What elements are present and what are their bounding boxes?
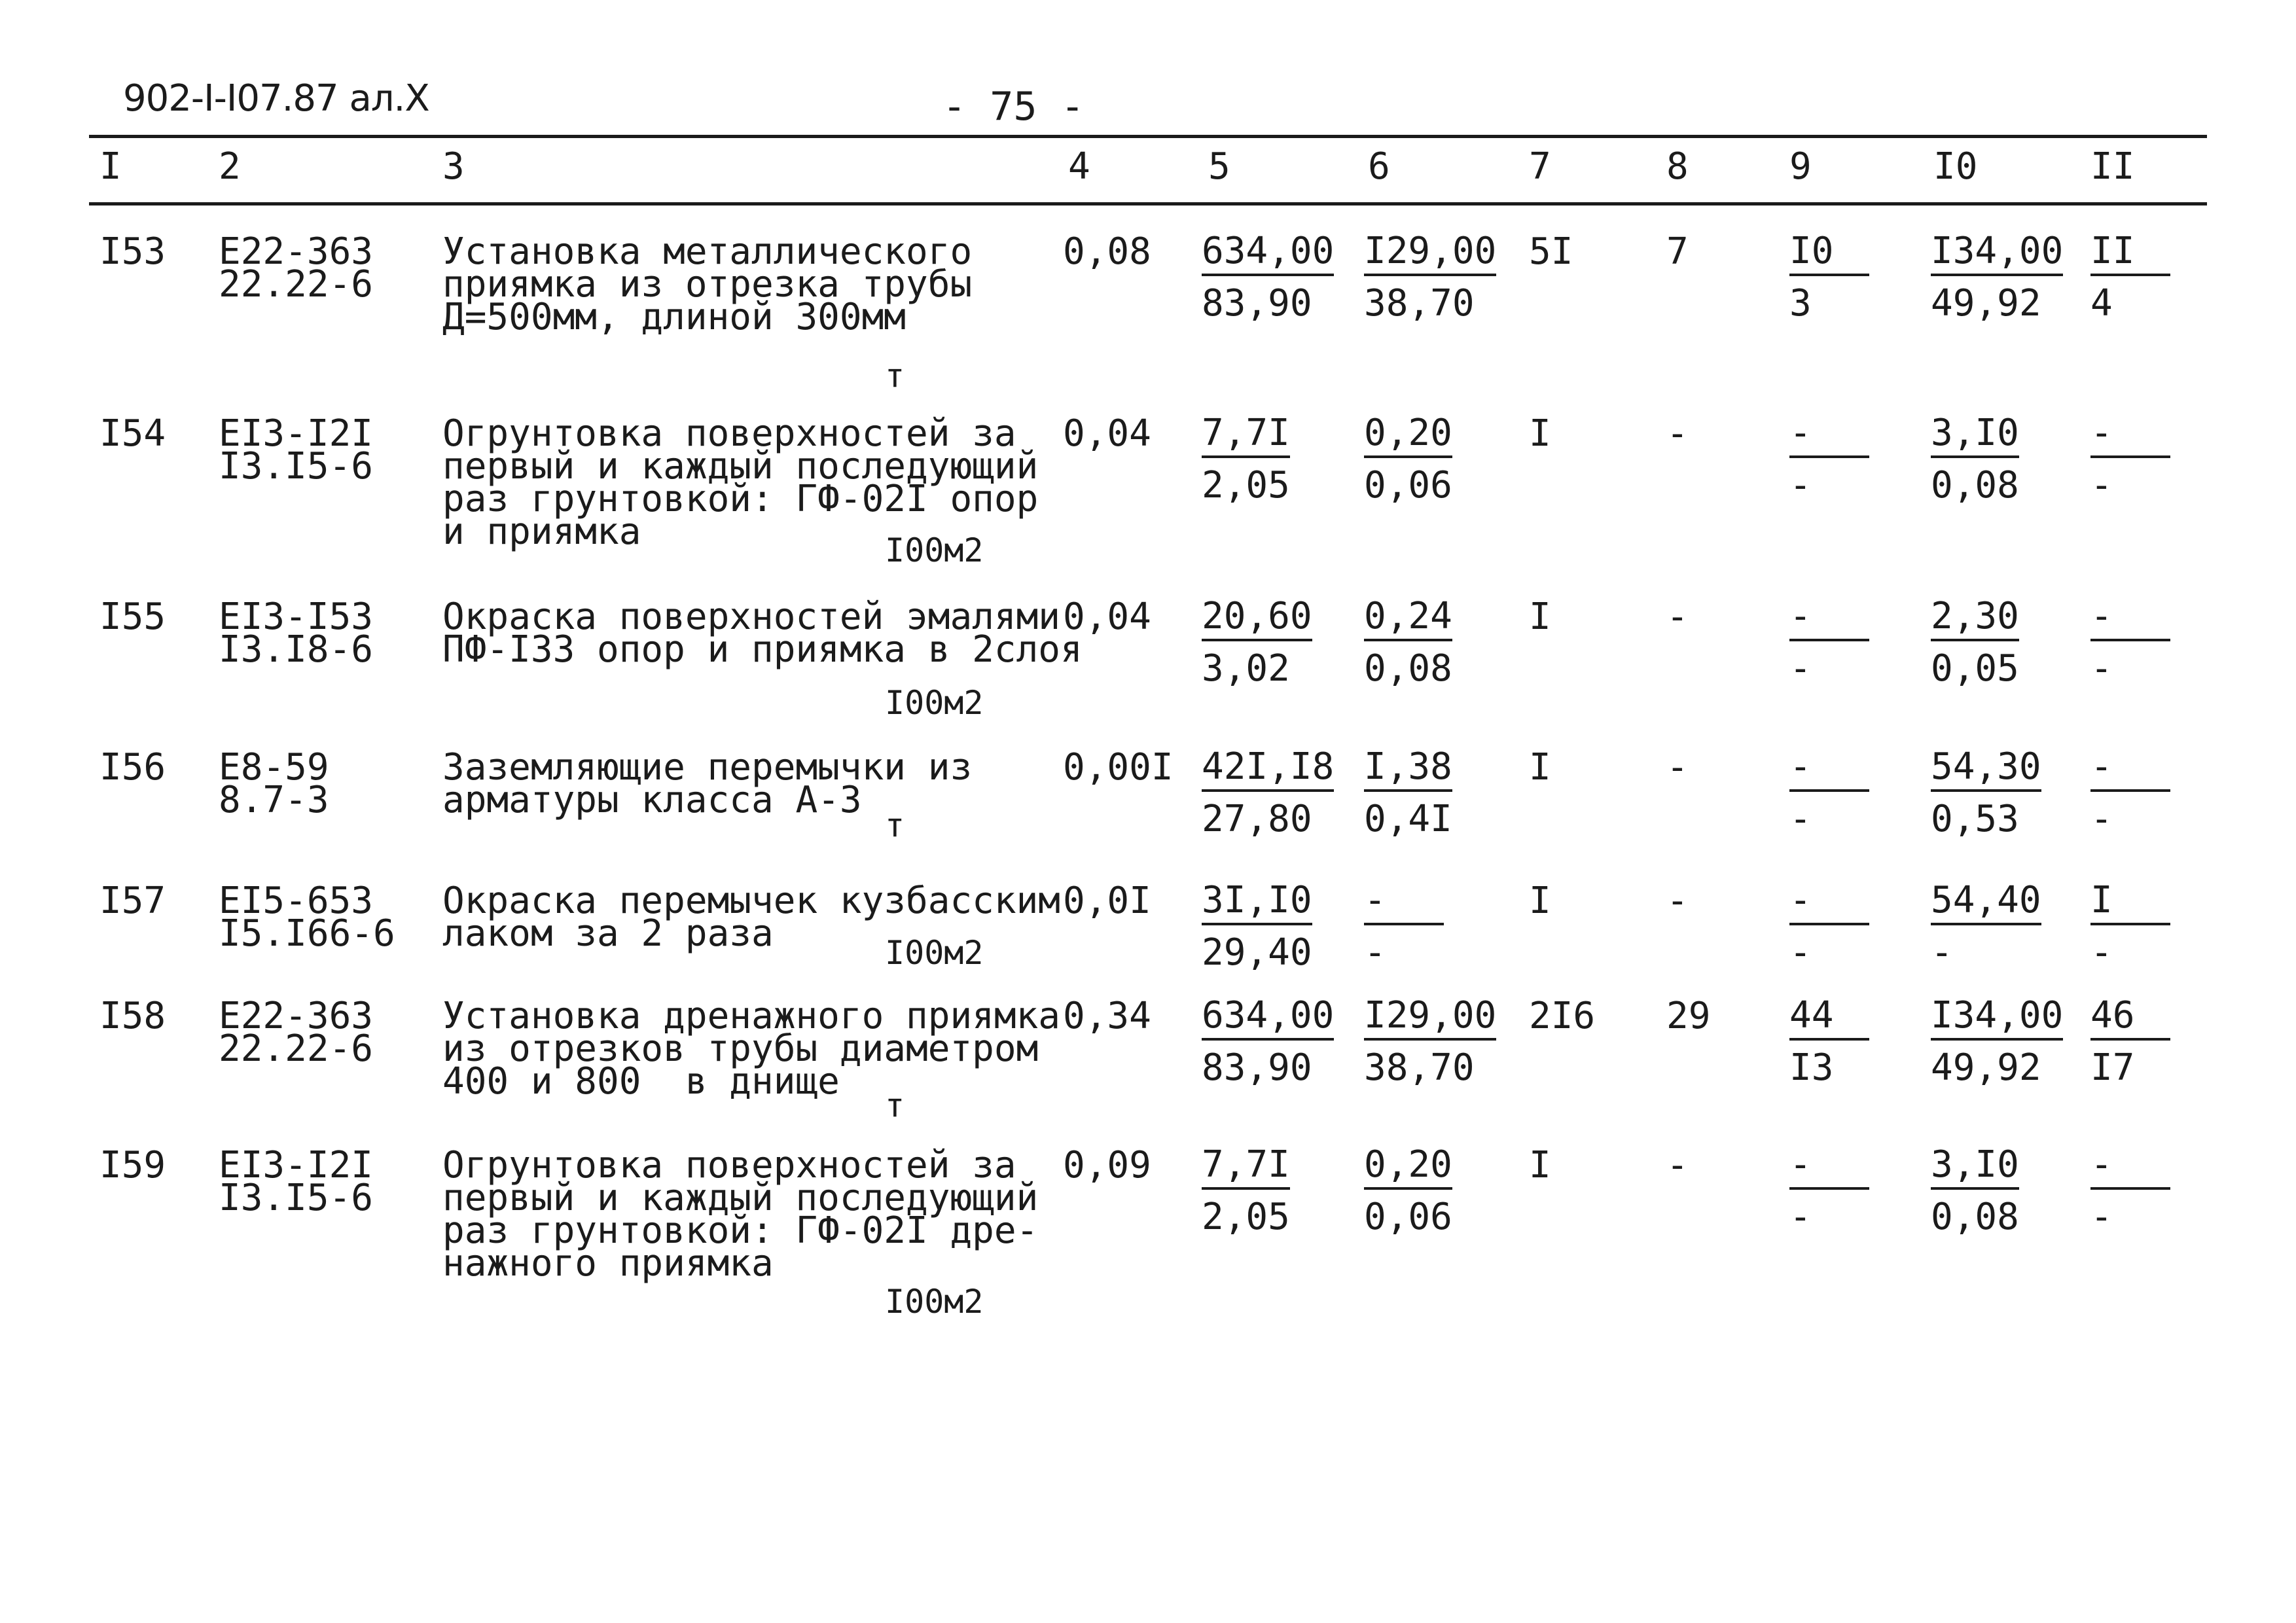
row-number: I58: [99, 995, 166, 1037]
value-col-7: 5I: [1529, 230, 1573, 273]
fraction-denominator: I7: [2090, 1046, 2135, 1089]
measure-unit: I00м2: [885, 531, 984, 569]
fraction-denominator: 3,02: [1202, 647, 1290, 690]
fraction-denominator: 0,08: [1931, 464, 2019, 507]
fraction-cell-c9: [1789, 412, 1869, 507]
column-header-6: 6: [1368, 145, 1390, 188]
measure-unit: I00м2: [885, 684, 984, 722]
quantity: 0,34: [1063, 995, 1151, 1037]
column-header-2: 2: [219, 145, 241, 188]
column-header-7: 7: [1529, 145, 1551, 188]
fraction-numerator: 46: [2090, 997, 2170, 1041]
fraction-cell-c6: [1364, 412, 1452, 507]
column-header-9: 9: [1789, 145, 1812, 188]
work-description: Заземляющие перемычки из арматуры класса А-3: [442, 746, 973, 821]
row-number: I57: [99, 880, 166, 922]
fraction-denominator: 38,70: [1364, 282, 1475, 325]
fraction-cell-c11: [2090, 412, 2170, 507]
column-header-8: 8: [1666, 145, 1689, 188]
fraction-cell-c9: [1789, 230, 1869, 325]
fraction-numerator: -: [1789, 1147, 1869, 1190]
value-col-8: -: [1666, 412, 1689, 455]
fraction-cell-c5: [1202, 230, 1335, 325]
fraction-denominator: 2,05: [1202, 464, 1290, 507]
fraction-numerator: 7,7I: [1202, 415, 1290, 458]
value-col-8: -: [1666, 1144, 1689, 1186]
column-header-4: 4: [1068, 145, 1090, 188]
fraction-numerator: -: [1789, 598, 1869, 641]
fraction-denominator: -: [1364, 931, 1386, 974]
document-code: 902-I-I07.87 ал.X: [123, 77, 429, 120]
measure-unit: I00м2: [885, 1283, 984, 1321]
fraction-denominator: -: [1931, 931, 1953, 974]
fraction-denominator: 0,05: [1931, 647, 2019, 690]
fraction-denominator: -: [1789, 464, 1812, 507]
row-number: I53: [99, 230, 166, 273]
value-col-7: I: [1529, 746, 1551, 789]
fraction-numerator: 3I,I0: [1202, 882, 1312, 925]
fraction-denominator: -: [2090, 647, 2113, 690]
fraction-numerator: 54,40: [1931, 882, 2041, 925]
value-col-7: I: [1529, 1144, 1551, 1186]
fraction-cell-c6: [1364, 879, 1444, 974]
value-col-7: 2I6: [1529, 995, 1596, 1037]
fraction-denominator: 27,80: [1202, 798, 1312, 840]
quantity: 0,09: [1063, 1144, 1151, 1186]
fraction-cell-c6: [1364, 230, 1497, 325]
fraction-denominator: 38,70: [1364, 1046, 1475, 1089]
fraction-numerator: 634,00: [1202, 233, 1334, 276]
fraction-numerator: I29,00: [1364, 233, 1496, 276]
fraction-numerator: I0: [1789, 233, 1869, 276]
norm-code: E22-363 22.22-6: [219, 995, 374, 1070]
value-col-7: I: [1529, 596, 1551, 638]
row-number: I55: [99, 596, 166, 638]
fraction-cell-c5: [1202, 879, 1312, 974]
fraction-numerator: -: [1789, 415, 1869, 458]
value-col-7: I: [1529, 880, 1551, 922]
fraction-cell-c6: [1364, 994, 1497, 1089]
fraction-numerator: I,38: [1364, 749, 1452, 792]
value-col-7: I: [1529, 412, 1551, 455]
fraction-numerator: -: [1789, 749, 1869, 792]
fraction-cell-c9: [1789, 879, 1869, 974]
quantity: 0,04: [1063, 412, 1151, 455]
fraction-numerator: 20,60: [1202, 598, 1312, 641]
column-header-11: II: [2090, 145, 2135, 188]
fraction-cell-c9: [1789, 745, 1869, 840]
work-description: Окраска перемычек кузбасским лаком за 2 раза: [442, 880, 1061, 955]
fraction-numerator: I: [2090, 882, 2170, 925]
measure-unit: т: [885, 357, 905, 395]
fraction-cell-c11: [2090, 994, 2170, 1089]
fraction-denominator: 49,92: [1931, 282, 2041, 325]
measure-unit: т: [885, 806, 905, 844]
row-number: I56: [99, 746, 166, 789]
fraction-denominator: -: [1789, 647, 1812, 690]
fraction-cell-c5: [1202, 595, 1312, 690]
fraction-denominator: -: [2090, 931, 2113, 974]
fraction-cell-c10: [1931, 879, 2041, 974]
value-col-8: -: [1666, 746, 1689, 789]
value-col-8: 7: [1666, 230, 1689, 273]
table-top-rule: [89, 135, 2207, 138]
quantity: 0,00I: [1063, 746, 1174, 789]
row-number: I59: [99, 1144, 166, 1186]
fraction-numerator: 0,24: [1364, 598, 1452, 641]
fraction-numerator: -: [2090, 1147, 2170, 1190]
work-description: Окраска поверхностей эмалями ПФ-I33 опор и приямка в 2слоя: [442, 596, 1083, 671]
fraction-cell-c9: [1789, 595, 1869, 690]
fraction-numerator: 54,30: [1931, 749, 2041, 792]
fraction-cell-c5: [1202, 745, 1335, 840]
quantity: 0,04: [1063, 596, 1151, 638]
fraction-denominator: 0,53: [1931, 798, 2019, 840]
norm-code: EI3-I53 I3.I8-6: [219, 596, 374, 671]
fraction-denominator: -: [2090, 798, 2113, 840]
fraction-cell-c11: [2090, 879, 2170, 974]
measure-unit: I00м2: [885, 934, 984, 972]
fraction-denominator: -: [2090, 1196, 2113, 1238]
fraction-cell-c5: [1202, 994, 1335, 1089]
fraction-denominator: 2,05: [1202, 1196, 1290, 1238]
fraction-cell-c10: [1931, 595, 2019, 690]
fraction-cell-c6: [1364, 1143, 1452, 1238]
quantity: 0,08: [1063, 230, 1151, 273]
work-description: Установка металлического приямка из отрезка трубы Д=500мм, длиной 300мм: [442, 230, 973, 338]
fraction-cell-c9: [1789, 1143, 1869, 1238]
fraction-numerator: -: [1364, 882, 1444, 925]
fraction-denominator: -: [2090, 464, 2113, 507]
fraction-cell-c6: [1364, 745, 1452, 840]
fraction-denominator: -: [1789, 1196, 1812, 1238]
fraction-cell-c5: [1202, 1143, 1290, 1238]
column-header-3: 3: [442, 145, 465, 188]
fraction-cell-c11: [2090, 1143, 2170, 1238]
fraction-numerator: 3,I0: [1931, 1147, 2019, 1190]
fraction-cell-c6: [1364, 595, 1452, 690]
fraction-numerator: 44: [1789, 997, 1869, 1041]
table-header-rule: [89, 202, 2207, 205]
fraction-numerator: 2,30: [1931, 598, 2019, 641]
fraction-denominator: 49,92: [1931, 1046, 2041, 1089]
fraction-cell-c11: [2090, 230, 2170, 325]
fraction-cell-c11: [2090, 745, 2170, 840]
fraction-cell-c10: [1931, 1143, 2019, 1238]
value-col-8: -: [1666, 596, 1689, 638]
fraction-denominator: 83,90: [1202, 282, 1312, 325]
fraction-numerator: 42I,I8: [1202, 749, 1334, 792]
fraction-denominator: 4: [2090, 282, 2113, 325]
fraction-numerator: 3,I0: [1931, 415, 2019, 458]
norm-code: EI3-I2I I3.I5-6: [219, 1144, 374, 1219]
fraction-denominator: I3: [1789, 1046, 1834, 1089]
row-number: I54: [99, 412, 166, 455]
work-description: Огрунтовка поверхностей за первый и каждый последующий раз грунтовкой: ГФ-02I дре- нажного приямка: [442, 1144, 1039, 1285]
fraction-denominator: 0,08: [1364, 647, 1452, 690]
fraction-cell-c10: [1931, 230, 2064, 325]
fraction-denominator: 0,06: [1364, 1196, 1452, 1238]
fraction-cell-c5: [1202, 412, 1290, 507]
norm-code: EI3-I2I I3.I5-6: [219, 412, 374, 488]
work-description: Огрунтовка поверхностей за первый и каждый последующий раз грунтовкой: ГФ-02I опор и приямка: [442, 412, 1039, 553]
fraction-numerator: II: [2090, 233, 2170, 276]
column-header-1: I: [99, 145, 122, 188]
fraction-numerator: 0,20: [1364, 415, 1452, 458]
work-description: Установка дренажного приямка из отрезков трубы диаметром 400 и 800 в днище: [442, 995, 1061, 1103]
fraction-numerator: I29,00: [1364, 997, 1496, 1041]
fraction-numerator: 7,7I: [1202, 1147, 1290, 1190]
fraction-cell-c11: [2090, 595, 2170, 690]
value-col-8: 29: [1666, 995, 1711, 1037]
fraction-numerator: 0,20: [1364, 1147, 1452, 1190]
fraction-cell-c10: [1931, 412, 2019, 507]
fraction-denominator: 3: [1789, 282, 1812, 325]
fraction-numerator: -: [1789, 882, 1869, 925]
fraction-numerator: -: [2090, 415, 2170, 458]
fraction-numerator: I34,00: [1931, 233, 2063, 276]
fraction-denominator: -: [1789, 931, 1812, 974]
norm-code: E22-363 22.22-6: [219, 230, 374, 306]
fraction-denominator: 83,90: [1202, 1046, 1312, 1089]
column-header-10: I0: [1933, 145, 1978, 188]
fraction-denominator: 0,06: [1364, 464, 1452, 507]
fraction-numerator: -: [2090, 598, 2170, 641]
fraction-cell-c10: [1931, 745, 2041, 840]
fraction-denominator: 0,4I: [1364, 798, 1452, 840]
fraction-numerator: I34,00: [1931, 997, 2063, 1041]
value-col-8: -: [1666, 880, 1689, 922]
norm-code: E8-59 8.7-3: [219, 746, 329, 821]
column-header-5: 5: [1208, 145, 1230, 188]
fraction-denominator: 0,08: [1931, 1196, 2019, 1238]
page-number: - 75 -: [942, 84, 1085, 130]
fraction-denominator: 29,40: [1202, 931, 1312, 974]
fraction-numerator: 634,00: [1202, 997, 1334, 1041]
fraction-numerator: -: [2090, 749, 2170, 792]
norm-code: EI5-653 I5.I66-6: [219, 880, 395, 955]
fraction-denominator: -: [1789, 798, 1812, 840]
measure-unit: т: [885, 1086, 905, 1124]
fraction-cell-c10: [1931, 994, 2064, 1089]
quantity: 0,0I: [1063, 880, 1151, 922]
fraction-cell-c9: [1789, 994, 1869, 1089]
